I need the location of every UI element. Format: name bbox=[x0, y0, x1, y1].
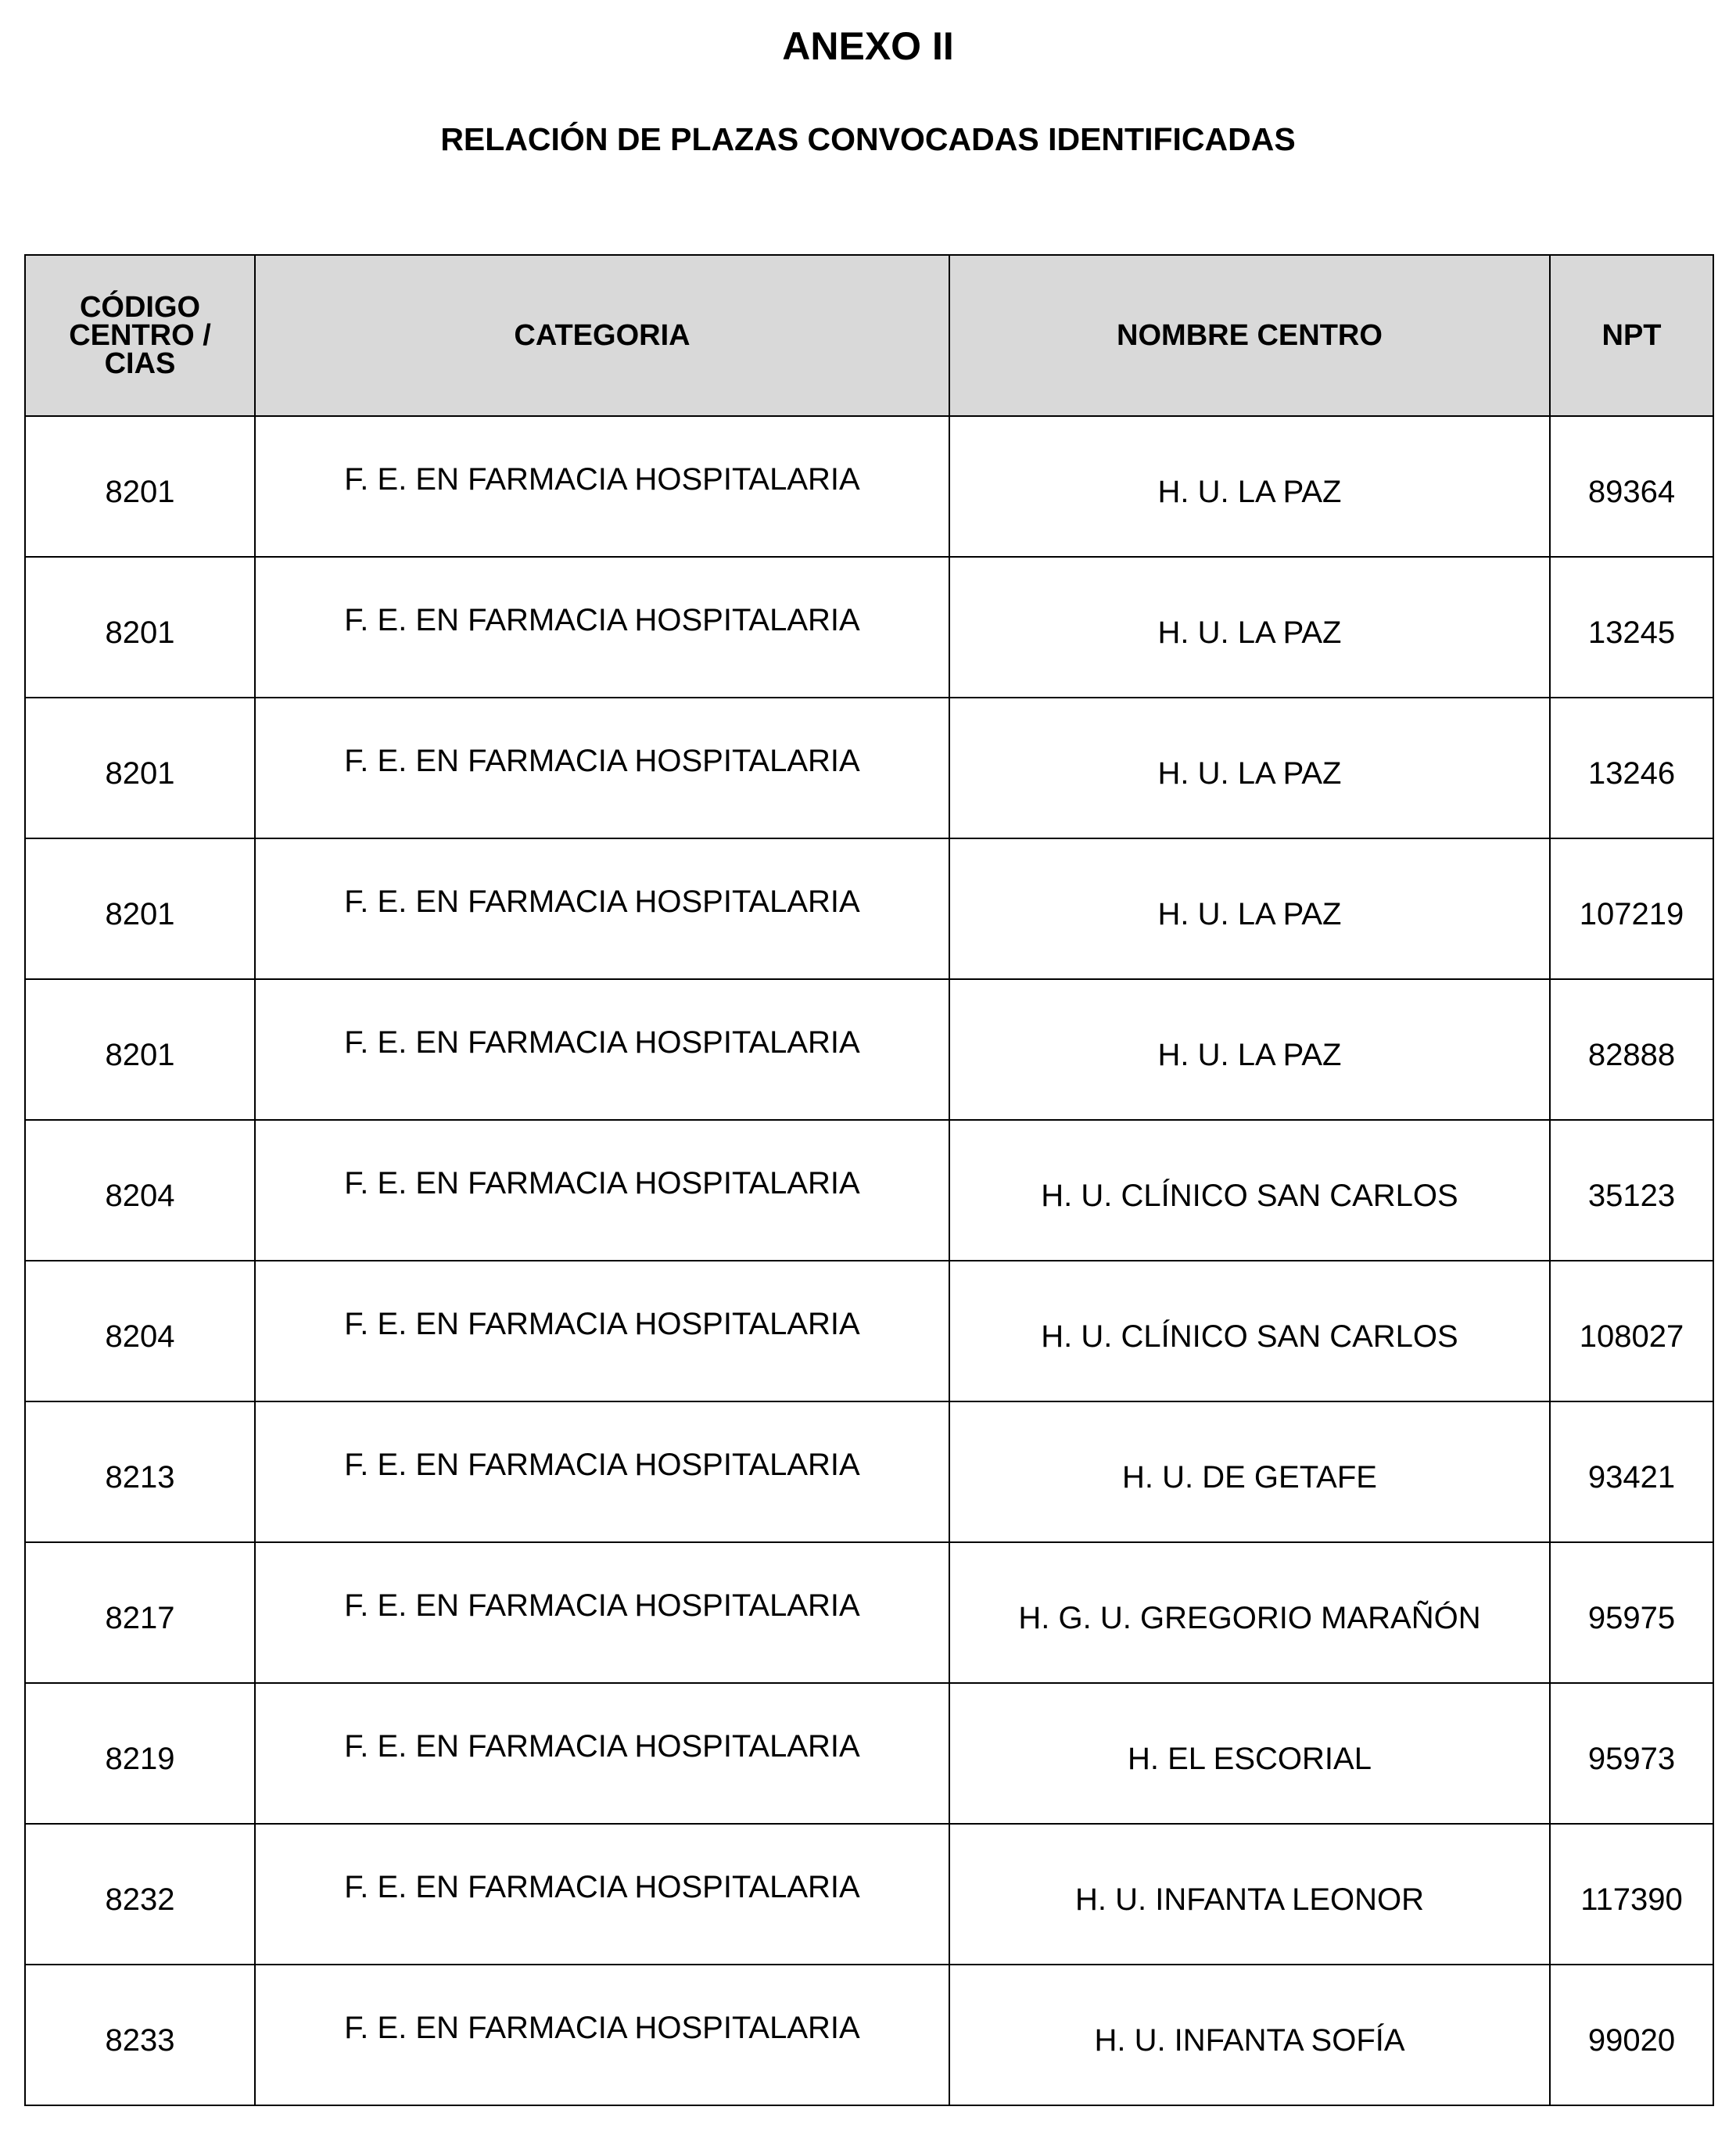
cell-center-name bbox=[949, 1261, 1550, 1401]
cell-npt-text: 82888 bbox=[1587, 1037, 1676, 1072]
cell-center-name-text: H. U. LA PAZ bbox=[1157, 755, 1342, 791]
cell-category bbox=[255, 557, 949, 698]
table-row bbox=[25, 1683, 1713, 1824]
cell-code-text: 8204 bbox=[105, 1178, 175, 1213]
cell-npt bbox=[1550, 1824, 1713, 1965]
cell-npt-text: 99020 bbox=[1587, 2022, 1676, 2058]
cell-center-name-text: H. U. LA PAZ bbox=[1157, 615, 1342, 650]
cell-center-name-text: H. U. INFANTA LEONOR bbox=[1075, 1882, 1424, 1917]
cell-category bbox=[255, 1965, 949, 2105]
cell-category bbox=[255, 416, 949, 557]
cell-center-name-text: H. U. CLÍNICO SAN CARLOS bbox=[1041, 1319, 1458, 1354]
cell-center-name bbox=[949, 698, 1550, 838]
cell-code-text: 8217 bbox=[105, 1600, 175, 1635]
cell-center-name bbox=[949, 838, 1550, 979]
cell-code bbox=[25, 1965, 255, 2105]
cell-npt bbox=[1550, 1542, 1713, 1683]
cell-code-text: 8219 bbox=[105, 1741, 175, 1776]
cell-category-text: F. E. EN FARMACIA HOSPITALARIA bbox=[344, 1025, 860, 1060]
cell-category-text: F. E. EN FARMACIA HOSPITALARIA bbox=[344, 1306, 860, 1341]
cell-npt-text: 107219 bbox=[1579, 896, 1684, 931]
cell-center-name bbox=[949, 557, 1550, 698]
cell-center-name-text: H. EL ESCORIAL bbox=[1128, 1741, 1372, 1776]
cell-npt bbox=[1550, 416, 1713, 557]
cell-category-text: F. E. EN FARMACIA HOSPITALARIA bbox=[344, 884, 860, 919]
cell-code bbox=[25, 1683, 255, 1824]
cell-center-name-text: H. U. CLÍNICO SAN CARLOS bbox=[1041, 1178, 1458, 1213]
table-row bbox=[25, 1401, 1713, 1542]
cell-code bbox=[25, 698, 255, 838]
cell-npt-text: 108027 bbox=[1579, 1319, 1684, 1354]
cell-code bbox=[25, 979, 255, 1120]
cell-category bbox=[255, 1261, 949, 1401]
cell-category-text: F. E. EN FARMACIA HOSPITALARIA bbox=[344, 1447, 860, 1482]
header-center-name: NOMBRE CENTRO bbox=[949, 255, 1550, 416]
cell-npt-text: 89364 bbox=[1587, 474, 1676, 509]
cell-code-text: 8201 bbox=[105, 615, 175, 650]
cell-npt-text: 35123 bbox=[1587, 1178, 1676, 1213]
cell-npt bbox=[1550, 1401, 1713, 1542]
cell-code bbox=[25, 1401, 255, 1542]
cell-npt bbox=[1550, 1683, 1713, 1824]
cell-center-name bbox=[949, 979, 1550, 1120]
table-header bbox=[25, 255, 1713, 416]
cell-category bbox=[255, 838, 949, 979]
cell-center-name bbox=[949, 1401, 1550, 1542]
cell-center-name bbox=[949, 416, 1550, 557]
cell-code-text: 8201 bbox=[105, 896, 175, 931]
cell-code-text: 8201 bbox=[105, 755, 175, 791]
cell-code-text: 8201 bbox=[105, 474, 175, 509]
cell-npt bbox=[1550, 1965, 1713, 2105]
cell-code-text: 8233 bbox=[105, 2022, 175, 2058]
cell-code bbox=[25, 838, 255, 979]
cell-npt bbox=[1550, 838, 1713, 979]
cell-code-text: 8213 bbox=[105, 1459, 175, 1495]
cell-npt bbox=[1550, 979, 1713, 1120]
document-title: ANEXO II bbox=[782, 24, 954, 68]
table-row bbox=[25, 1824, 1713, 1965]
document-subtitle: RELACIÓN DE PLAZAS CONVOCADAS IDENTIFICADAS bbox=[440, 121, 1296, 157]
cell-category-text: F. E. EN FARMACIA HOSPITALARIA bbox=[344, 602, 860, 637]
cell-category bbox=[255, 1401, 949, 1542]
cell-category bbox=[255, 1120, 949, 1261]
table-row bbox=[25, 1542, 1713, 1683]
cell-category bbox=[255, 1542, 949, 1683]
cell-npt-text: 13246 bbox=[1587, 755, 1676, 791]
cell-center-name bbox=[949, 1683, 1550, 1824]
table-row bbox=[25, 416, 1713, 557]
cell-category-text: F. E. EN FARMACIA HOSPITALARIA bbox=[344, 1869, 860, 1904]
table-row bbox=[25, 1261, 1713, 1401]
cell-category bbox=[255, 1683, 949, 1824]
cell-center-name-text: H. U. INFANTA SOFÍA bbox=[1094, 2022, 1405, 2058]
table-row bbox=[25, 1120, 1713, 1261]
cell-npt bbox=[1550, 1120, 1713, 1261]
cell-center-name bbox=[949, 1120, 1550, 1261]
cell-center-name bbox=[949, 1965, 1550, 2105]
header-code: CÓDIGO CENTRO / CIAS bbox=[25, 255, 255, 416]
cell-npt bbox=[1550, 1261, 1713, 1401]
cell-code-text: 8204 bbox=[105, 1319, 175, 1354]
cell-code bbox=[25, 1261, 255, 1401]
table-row bbox=[25, 1965, 1713, 2105]
cell-center-name-text: H. U. LA PAZ bbox=[1157, 1037, 1342, 1072]
cell-center-name bbox=[949, 1542, 1550, 1683]
header-npt: NPT bbox=[1550, 255, 1713, 416]
cell-center-name bbox=[949, 1824, 1550, 1965]
cell-code-text: 8232 bbox=[105, 1882, 175, 1917]
cell-category-text: F. E. EN FARMACIA HOSPITALARIA bbox=[344, 461, 860, 497]
cell-code bbox=[25, 1542, 255, 1683]
cell-category-text: F. E. EN FARMACIA HOSPITALARIA bbox=[344, 2010, 860, 2045]
cell-code bbox=[25, 557, 255, 698]
plazas-table bbox=[24, 254, 1714, 2106]
cell-category-text: F. E. EN FARMACIA HOSPITALARIA bbox=[344, 1728, 860, 1764]
table-body bbox=[25, 416, 1713, 2105]
table-row bbox=[25, 698, 1713, 838]
cell-npt-text: 117390 bbox=[1580, 1882, 1683, 1917]
cell-npt bbox=[1550, 698, 1713, 838]
header-row bbox=[25, 255, 1713, 416]
cell-npt-text: 13245 bbox=[1587, 615, 1676, 650]
cell-npt-text: 95975 bbox=[1587, 1600, 1676, 1635]
cell-npt-text: 95973 bbox=[1587, 1741, 1676, 1776]
cell-center-name-text: H. G. U. GREGORIO MARAÑÓN bbox=[1018, 1600, 1481, 1635]
cell-center-name-text: H. U. DE GETAFE bbox=[1122, 1459, 1377, 1495]
header-category: CATEGORIA bbox=[255, 255, 949, 416]
cell-category-text: F. E. EN FARMACIA HOSPITALARIA bbox=[344, 743, 860, 778]
cell-code-text: 8201 bbox=[105, 1037, 175, 1072]
cell-npt bbox=[1550, 557, 1713, 698]
cell-code bbox=[25, 1824, 255, 1965]
cell-category-text: F. E. EN FARMACIA HOSPITALARIA bbox=[344, 1165, 860, 1200]
table-row bbox=[25, 979, 1713, 1120]
table-row bbox=[25, 838, 1713, 979]
cell-category-text: F. E. EN FARMACIA HOSPITALARIA bbox=[344, 1588, 860, 1623]
cell-code bbox=[25, 416, 255, 557]
cell-category bbox=[255, 1824, 949, 1965]
cell-category bbox=[255, 698, 949, 838]
table-row bbox=[25, 557, 1713, 698]
cell-center-name-text: H. U. LA PAZ bbox=[1157, 474, 1342, 509]
cell-code bbox=[25, 1120, 255, 1261]
cell-npt-text: 93421 bbox=[1587, 1459, 1676, 1495]
cell-category bbox=[255, 979, 949, 1120]
cell-center-name-text: H. U. LA PAZ bbox=[1157, 896, 1342, 931]
